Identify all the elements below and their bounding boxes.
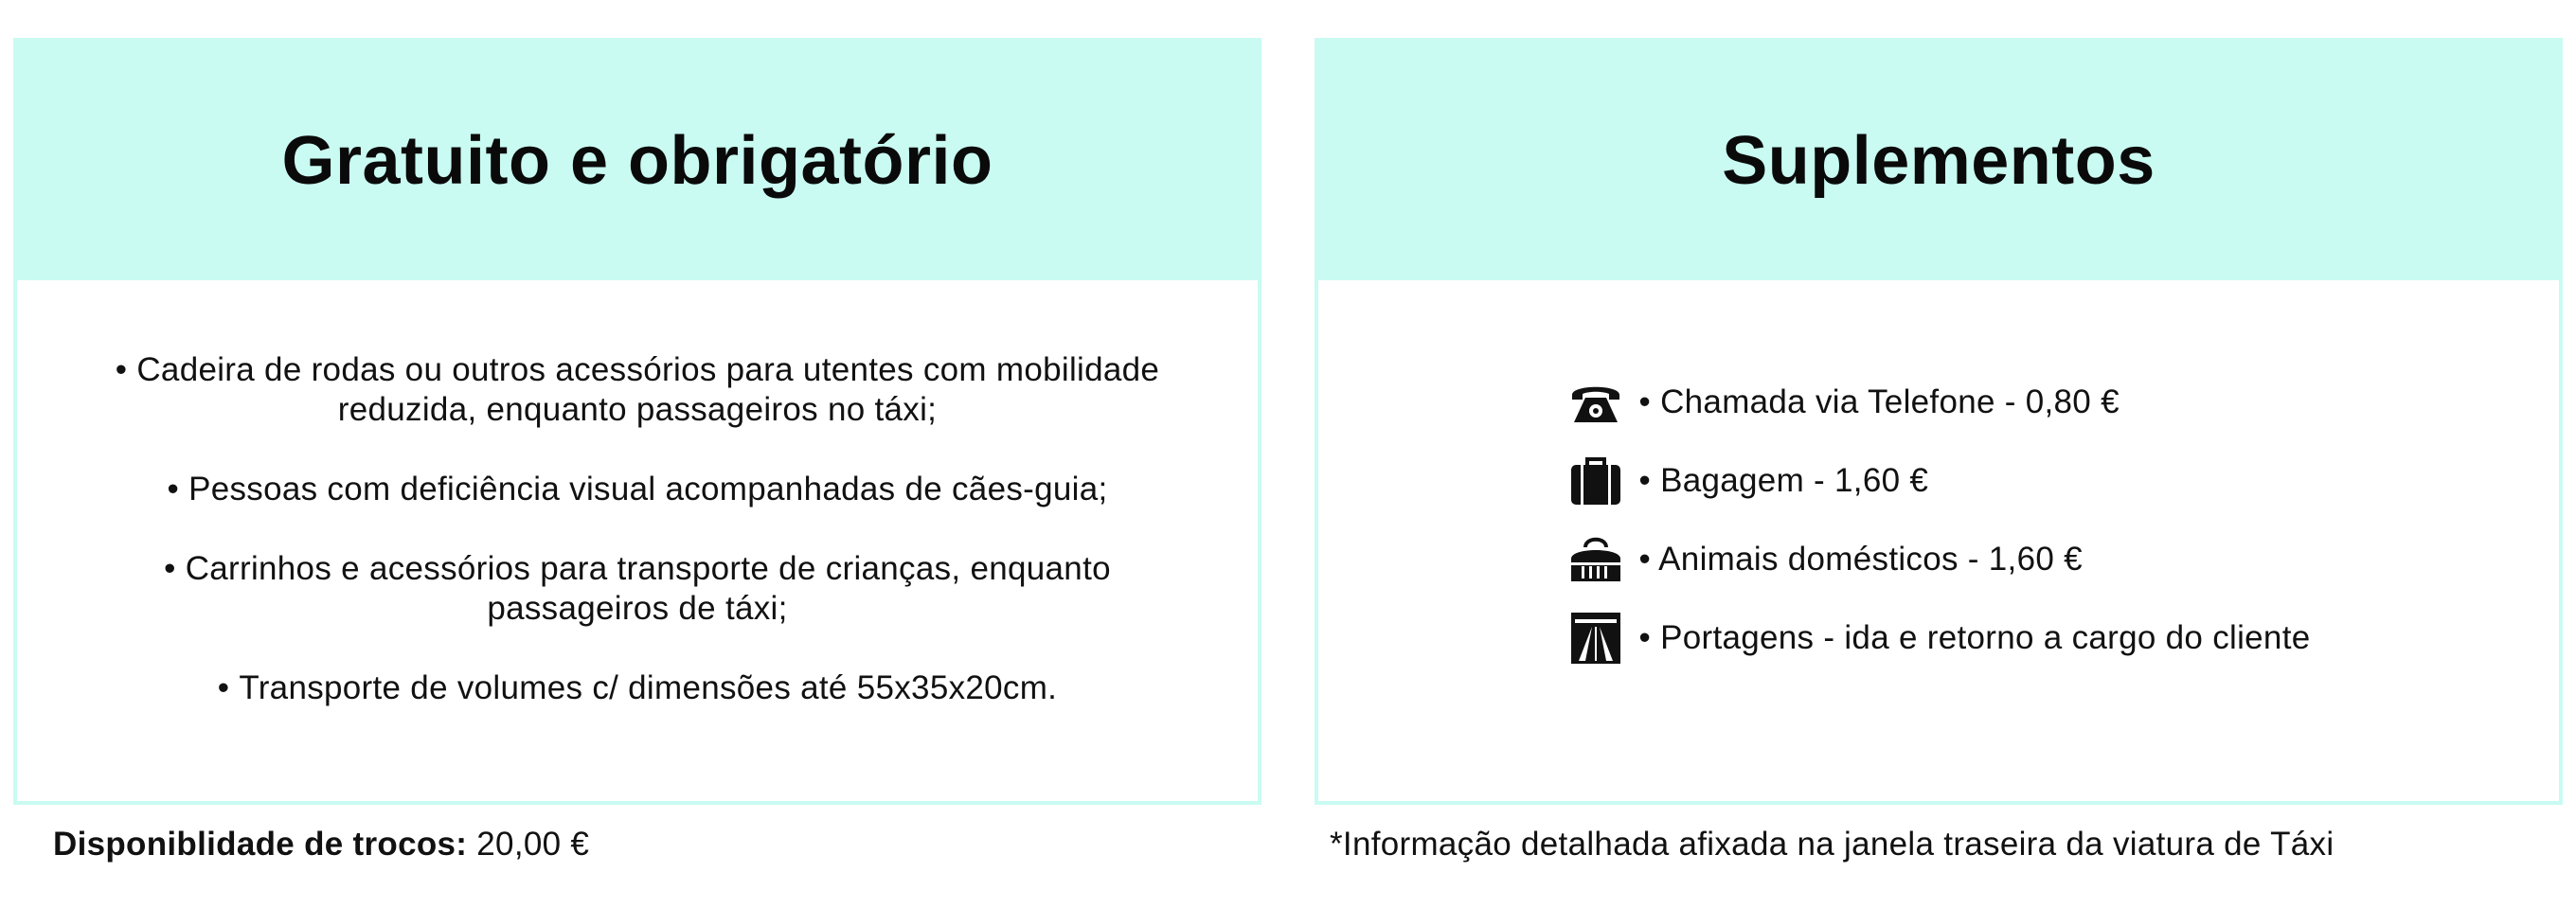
list-item	[1567, 611, 2311, 666]
list-item	[1567, 532, 2083, 587]
supplements-body	[1318, 280, 2559, 689]
list-item-text: Carrinhos e acessórios para transporte de crianças, enquanto passageiros de táxi;	[185, 550, 1111, 627]
free-mandatory-list	[17, 280, 1258, 708]
luggage-icon	[1567, 454, 1624, 507]
bullet: •	[164, 550, 176, 587]
list-item	[1567, 375, 2120, 430]
supplements-header	[1318, 42, 2559, 280]
bullet: •	[217, 669, 230, 706]
supplement-text: • Bagagem - 1,60 €	[1638, 462, 1929, 499]
pet-carrier-icon	[1567, 533, 1624, 586]
change-availability	[53, 826, 589, 863]
list-item	[93, 470, 1182, 509]
free-mandatory-title: Gratuito e obrigatório	[281, 123, 993, 199]
bullet: •	[115, 351, 128, 388]
supplements-title: Suplementos	[1722, 123, 2156, 199]
supplement-text: • Chamada via Telefone - 0,80 €	[1638, 383, 2120, 420]
list-item-text: Pessoas com deficiência visual acompanhadas de cães-guia;	[188, 471, 1108, 507]
list-item	[93, 549, 1182, 629]
free-mandatory-header	[17, 42, 1258, 280]
supplements-panel	[1315, 38, 2563, 805]
list-item	[1567, 454, 1929, 508]
list-item-text: Transporte de volumes c/ dimensões até 55x35x20cm.	[239, 669, 1058, 706]
telephone-icon	[1567, 376, 1624, 429]
bullet: •	[167, 471, 180, 507]
list-item-text: Cadeira de rodas ou outros acessórios para utentes com mobilidade reduzida, enquanto passageiros no táxi;	[136, 351, 1160, 428]
change-label: Disponiblidade de trocos:	[53, 826, 468, 863]
highway-icon	[1567, 612, 1624, 665]
supplement-text: • Portagens - ida e retorno a cargo do cliente	[1638, 619, 2311, 656]
supplements-list	[1567, 375, 2311, 689]
change-value: 20,00 €	[476, 826, 590, 863]
free-mandatory-panel	[13, 38, 1261, 805]
footnote: *Informação detalhada afixada na janela traseira da viatura de Táxi	[1330, 826, 2334, 863]
list-item	[93, 668, 1182, 708]
supplement-text: • Animais domésticos - 1,60 €	[1638, 541, 2083, 578]
list-item	[93, 350, 1182, 430]
